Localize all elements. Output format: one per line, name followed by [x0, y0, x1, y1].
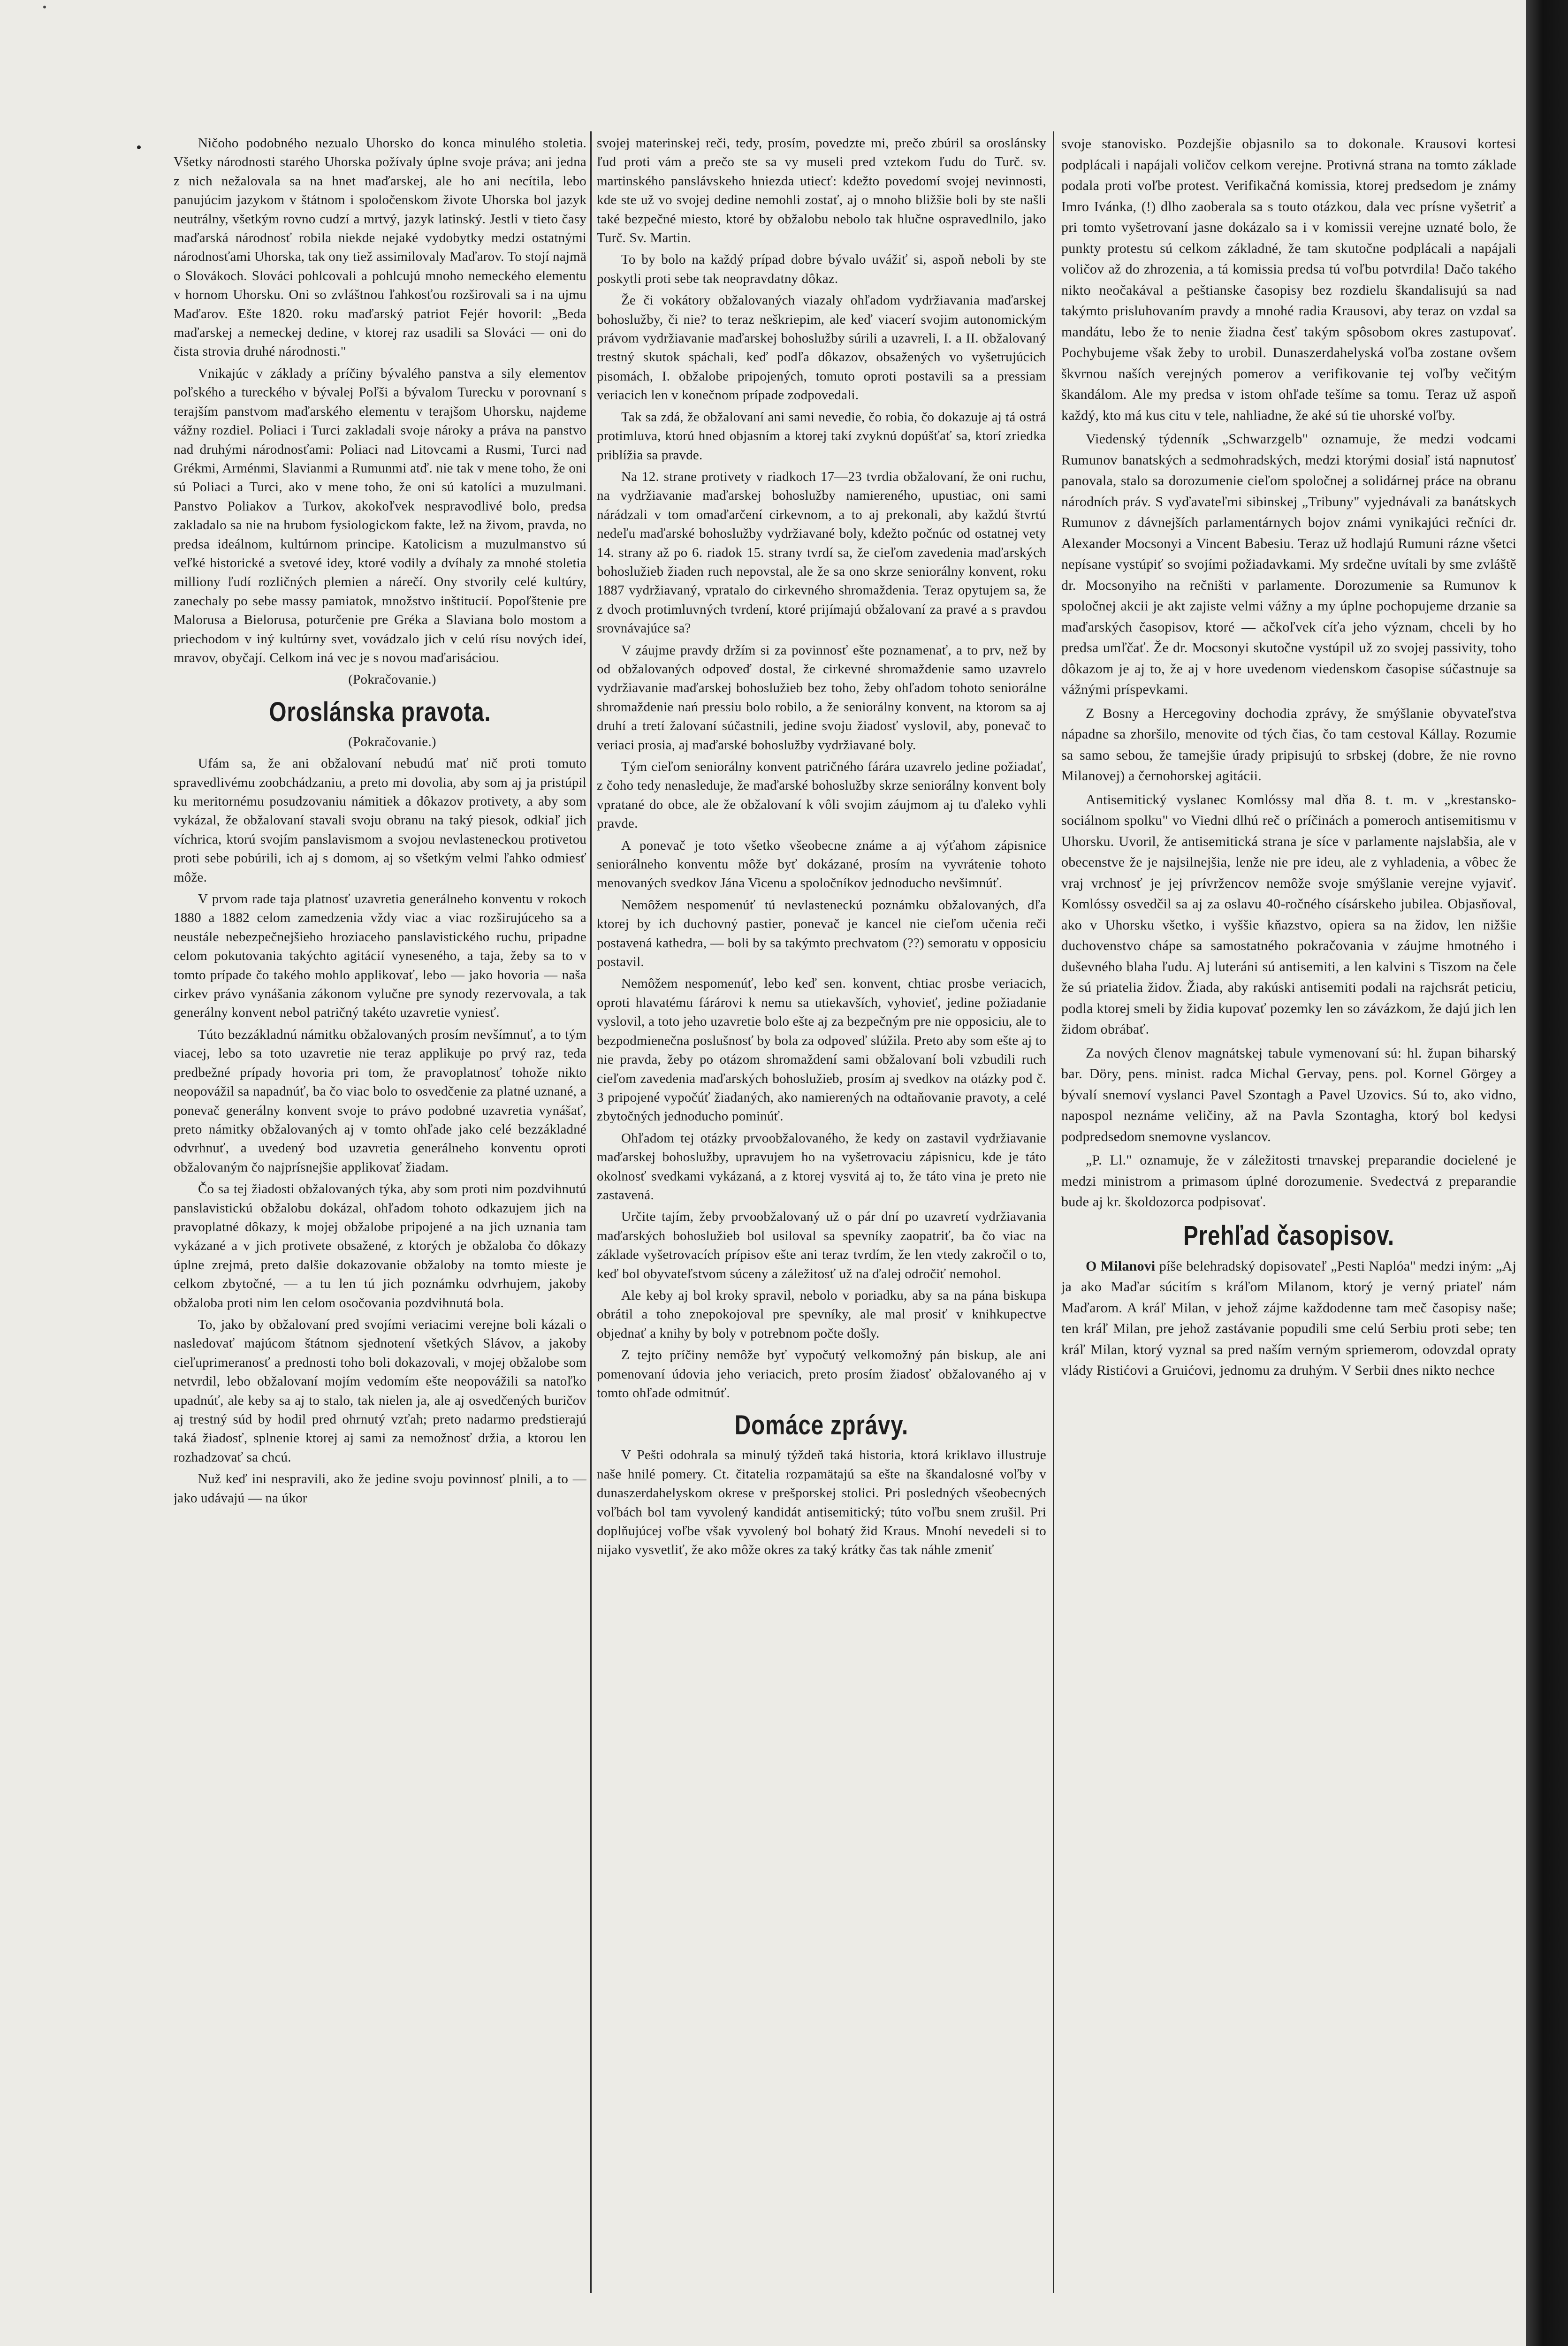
paragraph: V záujme pravdy držím si za povinnosť ešte poznamenať, a to prv, než by od obžalovaných odpoveď dostal, že cirkevné shromaždenie samo uzavrelo vydržiavanie maďarskej bohoslužieb bez toho, žeby ohľadom tohoto seniorálne shromaždenie nań pressiu bolo robilo, a že seniorálny konvent, na ktorom sa aj druhí a tretí žalovaní súčastnili, jedine svoju žiadosť vyslovil, aby, ponevač to veriaci prosia, aj maďarské bohoslužby vydržiavané boly. — [597, 642, 1046, 753]
section-title: Domáce zprávy. — [734, 1410, 909, 1441]
paragraph: Vnikajúc v základy a príčiny bývalého panstva a sily elementov poľského a tureckého v bývalej Poľši a bývalom Turecku v porovnaní s terajším panstvom maďarského elementu v terajšom Uhorsku, najdeme vážny rozdiel. Poliaci i Turci zakladali svoje nároky a práva na panstvo nad druhými národnosťami: Poliaci nad Litovcami a Rusmi, Turci nad Grékmi, Arménmi, Slavianmi a Rumunmi atď. nie tak v mene toho, že oni sú Poliaci a Turci, ako v mene toho, že oni sú katolíci a muzulmani. Panstvo Poliakov a Turkov, akokoľvek nespravodlivé bolo, predsa zakladalo sa nie na hrubom fysiologickom fakte, lež na živom, pravda, no predsa ideálnom, kultúrnom principe. Katolicism a muzulmanstvo sú veľké historické a svetové idey, ktoré vodily a dvíhaly za mnohé stoletia milliony ľudí rozličných plemien a nárečí. Ony stvorily celé kultúry, zanechaly po sebe massy pamiatok, množstvo inštitucií. Popoľštenie pre Malorusa a Bielorusa, poturčenie pre Gréka a Slavianа bolo mostom a priechodom v iný kultúrny svet, vovádzalo jich v celú rísu nových ideí, mravov, obyčají. Celkom iná vec je s novou maďarisáciou. — [174, 366, 586, 665]
paragraph: A ponevač je toto všetko všeobecne známe a aj výťahom zápisnice seniorálneho konventu môže byť dokázané, prosím na vyvrátenie tohoto menovaných svedkov Jána Vicenu a spoločníkov jednoducho nevšimnúť. — [597, 838, 1046, 891]
column-3 — [1061, 134, 1516, 2302]
ink-dot — [137, 145, 141, 149]
paragraph: V Pešti odohrala sa minulý týždeň taká historia, ktorá kriklavo illustruje naše hnilé pomery. Ct. čitatelia rozpamätajú sa ešte na škandalosné voľby v dunaszerdahelyskom okrese v prešporskej stolici. Pri posledných všeobecných voľbách bol tam vyvolený kandidát antisemitický; túto voľbu snem zrušil. Pri doplňujúcej voľbe však vyvolený bol bohatý žid Kraus. Mnohí nevedeli si to nijako vysvetliť, že ako môže okres za taký krátky čas tak náhle zmeniť — [597, 1447, 1046, 1558]
column-2 — [597, 134, 1046, 2302]
paragraph: Čo sa tej žiadosti obžalovaných týka, aby som proti nim pozdvihnutú panslavistickú obžalobu dokázal, ohľadom tohoto odkazujem jich na pravoplatné dôkazy, k mojej obžalobe pripojené a na jich uznania tam vykázané a v jich protivete obsažené, z ktorých je obžaloba čo dôkazy úplne zrejmá, preto dalšie dokazovanie obžaloby na tomto mieste je celkom zbytočné, — a tu len tú jich poznámku odvrhujem, jakoby obžaloba proti nim len celom osočovania pozdvihnutá bola. — [174, 1181, 586, 1310]
column-rule-2 — [1053, 131, 1054, 2293]
article-title: Oroslánska pravota. — [269, 696, 491, 727]
paragraph: Viedenský týdenník „Schwarzgelb" oznamuje, že medzi vodcami Rumunov banatských a sedmohradských, medzi ktorými dosiaľ istá napnutosť panovala, stalo sa dorozumenie cieľom spoločnej a solidárnej práce na obranu národních práv. S vyďavateľmi sibinskej „Tribuny" vyjednávali za banátskych Rumunov z dávnejších parlamentárnych bojov známi vynikajúci rečníci dr. Alexander Mocsonyi a Vincent Babesiu. Teraz už hodlajú Rumuni rázne všetci nepísane vystúpiť so svojími požiadavkami. My srdečne uvítali by sme zvláště dr. Mocsonyiho na rečništi v parlamente. Dorozumenie sa Rumunov k spoločnej akcii je akt zajiste velmi vážny a my úplne pochopujeme drzanie sa maďarských časopisov, ktoré — ačkoľvek cíťa jeho význam, chceli by ho predsa umľčať. Že dr. Mocsonyi skutočne vystúpil už zo svojej passivity, toho dôkazom je aj to, že aj v hore uvedenom viedenskom časopise súčastnuje sa vážnými príspevkami. — [1061, 431, 1516, 697]
page-edge — [1526, 0, 1568, 2346]
continuation-note: (Pokračovanie.) — [348, 734, 436, 749]
paragraph: Ničoho podobného nezualo Uhorsko do konca minulého stoletia. Všetky národnosti starého Uhorska požívaly úplne svoje práva; ani jedna z nich nežalovala sa na hnet maďarskej, ale ho ani necítila, lebo panujúcim jazykom v štátnom i spoločenskom živote Uhorska bol jazyk neutrálny, všetkým rovno cudzí a mrtvý, jazyk latinský. Jestli v tieto časy maďarská národnosť robila niekde nejaké vydobytky medzi ostatnými národnosťami Uhorska, tak ony tiež assimilovaly Maďarov. To stojí najmä o Slovákoch. Slováci pohlcovali a pohlcujú mnoho nemeckého elementu v hornom Uhorsku. Oni so zvláštnou ľahkosťou rozširovali sa i na ujmu Maďarov. Ešte 1820. roku maďarský patriot Fejér hovoril: „Beda maďarskej a nemeckej dedine, v ktorej raz usadili sa Slováci — oni do čista strovia druhé národnosti." — [174, 136, 586, 359]
paragraph: svoje stanovisko. Pozdejšie objasnilo sa to dokonale. Krausovi kortesi podplácali i napájali voličov celkom verejne. Protivná strana na tomto základe podala proti voľbe protest. Verifikačná komissia, ktorej predsedom je známy Imro Ivánka, (!) dlho zaoberala sa s touto otázkou, dala vec prísne vyšetriť a pri tomto vyšetrovaní jasne dokázalo sa i v komissii verejne uznaté bolo, že punkty protestu sú celkom základné, že tam skutočne podplácali a napájali voličov až do zhrozenia, a tá komissia predsa tú voľbu potvrdila! Dačo takého nikto neočakával a peštianske časopisy bez rozdielu škandalisujú sa nad takýmto prisluhovaním pravdy a mnohé radia Krausovi, aby teraz on vzdal sa mandátu, lebo že to nenie žiadna česť takým spôsobom okres zastupovať. Pochybujeme však žeby to urobil. Dunaszerdahelyská voľba zostane ovšem škvrnou naších verejných pomerov a verifikovanie tej voľby večitým škandálom. Ale my predsa v istom ohľade tešíme sa tomu. Teraz už aspoň každý, kto má kus citu v tele, nahliadne, že aké sú tie uhorské voľby. — [1061, 136, 1516, 423]
paragraph: Tak sa zdá, že obžalovaní ani sami nevedie, čo robia, čo dokazuje aj tá ostrá protimluva, ktorú hned objasním a ktorej takí zvyknú dopúšťať sa, ktorí zriedka priblížia sa pravde. — [597, 409, 1046, 463]
paragraph: Na 12. strane protivety v riadkoch 17—23 tvrdia obžalovaní, že oni ruchu, na vydržiavanie maďarskej bohoslužby namiereného, upustiac, oni sami nárádzali v tom omaďarčení cirkevnom, a to aj prekonali, aby každú štvrtú nedeľu maďarské bohoslužby vydržiavané boly, kdežto počnúc od ostatnej vety 14. strany až po 6. riadok 15. strany tvrdí sa, že cieľom zavedenia maďarských bohoslužieb žiaden ruch nepovstal, ale že sa ono skrze seniorálny konvent, roku 1887 vydržiavaný, vpratalo do cirkevného shromaždenia. Teraz opytujem sa, že z dvoch protimluvných tvrdení, ktoré prijímajú obžalovaní za pravé a s pravdou srovnávajúce sa? — [597, 469, 1046, 636]
lead-in: O Milanovi — [1086, 1258, 1156, 1274]
paragraph: To by bolo na každý prípad dobre bývalo uvážiť si, aspoň neboli by ste poskytli proti sebe tak neopravdatny dôkaz. — [597, 252, 1046, 286]
paragraph: Z tejto príčiny nemôže byť vypočutý velkomožný pán biskup, ale ani pomenovaní údovia jeho veriacich, preto prosím žiadosť obžalovaného aj v tomto ohľade odmitnúť. — [597, 1348, 1046, 1401]
paragraph: Nemôžem nespomenúť tú nevlasteneckú poznámku obžalovaných, dľa ktorej by ich duchovný pastier, ponevač je kancel nie cieľom učenia reči postavená kathedra, — boli by sa takýmto prechvatom (??) semoratu v opposiciu postavil. — [597, 897, 1046, 970]
paragraph: Určite tajím, žeby prvoobžalovaný už o pár dní po uzavretí vydržiavania maďarských bohoslužieb bol usiloval sa spevníky zaopatriť, ba čo viac na základe vyšetrovacích prípisov ešte ani teraz tvrdím, že len vtedy zakročil o to, keď bol obyvateľstvom súceny a záležitosť už na ďalej odročiť nemohol. — [597, 1209, 1046, 1281]
continuation-note: (Pokračovanie.) — [348, 672, 436, 687]
paragraph: Ohľadom tej otázky prvoobžalovaného, že kedy on zastavil vydržiavanie maďarskej bohoslužby, upravujem ho na vyšetrovaciu zápisnicu, kde je táto okolnosť svedkami vykázaná, a z ktorej vysvitá aj to, že táto vina je preto nie zastavená. — [597, 1130, 1046, 1203]
paragraph: Tým cieľom seniorálny konvent patričného fárára uzavrelo jedine požiadať, z čoho tedy nenasleduje, že maďarské bohoslužby skrze seniorálny konvent boly vpratané do obce, ale že obžalovaní k vôli svojim záujmom aj tu ďaleko vyhli pravde. — [597, 759, 1046, 831]
paragraph: Antisemitický vyslanec Komlóssy mal dňa 8. t. m. v „krestansko-sociálnom spolku" vo Viedni dlhú reč o príčinách a pomeroch antisemitismu v Uhorsku. Uvoril, že antisemitická strana je síce v parlamente najslabšia, ale v obecenstve že je najsilnejšia, lenže nie pre ideu, ale z vyhladenia, a vôbec že vraj vrchnosť je jej prívržencov nemôže svoje smýšlanie verejne vyjaviť. Komlóssy osvedčil sa aj za oslavu 40-ročného císárskeho jubilea. Objasňoval, ako v Uhorsku všetko, i vyššie kňazstvo, opiera sa na židov, len nižšie duchovenstvo chápe sa samostatného pokračovania v záujme hmotného i duševného blaha ľudu. Aj luteráni sú antisemiti, a len kalvini s Tiszom na čele že sú priatelia židov. Žiada, aby rakúski antisemiti podali na rajchsrát peticiu, podla ktorej smeli by židia kupovať pozemky len so závázkom, že dajú jich len židom obrábať. — [1061, 792, 1516, 1037]
paragraph: Ale keby aj bol kroky spravil, nebolo v poriadku, aby sa na pána biskupa obrátil a toho znepokojoval pre spevníky, ale mal prosiť v knihkupectve objednať a knihy by boly v potrebnom počte došly. — [597, 1287, 1046, 1341]
ink-speck — [43, 6, 46, 8]
paragraph: V prvom rade taja platnosť uzavretia generálneho konventu v rokoch 1880 a 1882 celom zamedzenia vždy viac a viac rozširujúceho sa a neustále nebezpečnejšieho hroziaceho panslavistického ruchu, pripadne celom pokutovania takýchto agitácií vyneseného, a taja, žeby sa to v tomto prípade čo takého mohlo applikovať, lebo — jako hovoria — naša cirkev právo vynášania zákonom vylučne pre synody rezervovala, a tak generálny konvent nebol patričný takéto uzavretie vyniesť. — [174, 891, 586, 1021]
paragraph: Túto bezzákladnú námitku obžalovaných prosím nevšímnuť, a to tým viacej, lebo sa toto uzavretie nie teraz applikuje po prvý raz, teda predbežné prípady hovoria pri tom, že pravoplatnosť tohože nikto neopovážil sa napadnúť, ba čo viac bolo to osvedčenie za platné uznané, a ponevač generálny konvent svoje to právo podobné uzavretia vynášať, preto námitky obžalovaných aj v tomto ohľade jako celé bezzákladné odvrhnuť, a uvedený bod uzavretia generálneho konventu oproti obžalovaným čo najprísnejšie applikovať žiadam. — [174, 1027, 586, 1175]
column-rule-1 — [590, 131, 592, 2293]
paragraph-text: píše belehradský dopisovateľ „Pesti Naplóa" medzi iným: „Aj ja ako Maďar súcitím s kráľom Milanom, ktorý je verný priateľ nám Maďarom. A kráľ Milan, v jehož zájme každodenne tam meč časopisy naše; ten kráľ Milan, pre jehož zastávanie popudili sme celú Serbiu proti sebe; ten kráľ Milan, ktorý vyznal sa pred naším verným spriemerom, odovzdal oprаty vlády Ristićovi a Gruićovi, jednomu za druhým. V Serbii dnes nikto nechce — [1061, 1258, 1516, 1378]
paragraph: Nuž keď ini nespravili, ako že jedine svoju povinnosť plnili, a to — jako udávajú — na úkor — [174, 1471, 586, 1506]
paragraph: Ufám sa, že ani obžalovaní nebudú mať nič proti tomuto spravedlivému zoobchádzaniu, a preto mi dovolia, aby som aj ja pristúpil ku meritornému posudzovaniu námitiek a dôkazov protivety, a aby som vykázal, že obžalovaní stavali svoju obranu na taký piesok, odkiaľ jich víchrica, ktorú svojím panslavismom a svojou nevlasteneckou protivetou proti sebe pobúrili, ich aj s domom, aj so všetkým velmi ľahko odmiesť môže. — [174, 756, 586, 885]
paragraph: Že či vokátory obžalovaných viazaly ohľadom vydržiavania maďarskej bohoslužby, či nie? to teraz neškriepim, ale keď viacerí svojim autonomickým právom vydržiavanie maďarskej bohoslužby súrili a uzavreli, I. a II. obžalovaný trestný skutok spáchali, keď podľa dôkazov, obsažených vo vyšetrujúcich pisomách, I. obžalobe pripojených, tomuto oproti postavili sa a pressiam veriacich len v konečnom prípade zodpovedali. — [597, 293, 1046, 403]
column-1 — [174, 134, 586, 2302]
paragraph: svojej materinskej reči, tedy, prosím, povedzte mi, prečo zbúril sa oroslánsky ľud proti vám a prečo ste sa vy museli pred vztekom ľudu do Turč. sv. martinského panslávskeho hniezda utiecť: kdežto povedomí svojej nevinnosti, kde ste už vo svojej dedine nemohli zostať, aj o mnoho bližšie boli by ste našli také bezpečné miesto, ktoré by obžalobu nebolo tak hlučne ospravedlnilo, jako Turč. Sv. Martin. — [597, 136, 1046, 246]
paragraph: „P. Ll." oznamuje, že v záležitosti trnavskej preparandie docielené je medzi ministrom a primasom úplné dorozumenie. Svedectvá z preparandie bude aj kr. školdozorca podpisovať. — [1061, 1152, 1516, 1210]
paragraph: To, jako by obžalovaní pred svojími veriacimi verejne boli kázali o nasledovať majúcom štátnom sjednotení všetkých Slávov, a jakoby cieľuprimeranosť a prednosti toho boli dokazovali, v mojej obžalobe som netvrdil, lebo obžalovaní mojím vedomím ešte neopovážili sa natoľko upadnúť, ale keby sa aj to stalo, tak nielen ja, ale aj osvedčených buričov aj trestný súd by hodil pred ohrnutý vzťah; preto nadarmo predstierajú taká žiadosť, splnenie ktorej aj sami za nemožnosť držia, a ktorou len rozhadzovať sa chcú. — [174, 1317, 586, 1465]
paragraph: Z Bosny a Hercegoviny dochodia zprávy, že smýšlanie obyvateľstva nápadne sa zhoršilo, menovite od tých čias, čo tam cestoval Kállay. Rozumie sa samo sebou, že tamejšie úrady pripisujú to srbskej (dobre, že nie rovno Milanovej) a černohorskej agitácii. — [1061, 705, 1516, 784]
section-title: Prehľad časopisov. — [1183, 1220, 1394, 1251]
paragraph — [1061, 1256, 1516, 1381]
paragraph: Nemôžem nespomenúť, lebo keď sen. konvent, chtiac prosbe veriacich, oproti hlavatému fárárovi k nemu sa utiekavších, vyhovieť, jedine požiadanie vyslovil, a toto jeho uzavretie bolo ešte aj za bezpečným pre nie opposiciu, ale to bezpodmienečna poslušnosť by bola za odpoveď slúžila. Preto aby som ešte aj to nie pravda, žeby po otázom shromaždení sami obžalovaní boli vzbudili ruch cieľom zavedenia maďarských bohoslužieb, prosím aj svedkov na otázky pod č. 3 pripojené vypočúť žiadaných, ako namierených na odtaňovanie pravoty, a celé zbytočných jednoducho pominúť. — [597, 976, 1046, 1124]
paragraph: Za nových členov magnátskej tabule vymenovaní sú: hl. župan biharský bar. Döry, pens. minist. radca Michal Gervay, pens. pol. Kornel Görgey a bývalí snemoví vyslanci Pavel Szontagh a Pavel Uzovics. Sú to, ako vidno, napospol neznáme veličiny, až na Pavla Szontagha, ktorý bol kedysi podpredsedom snemovne vyslancov. — [1061, 1045, 1516, 1144]
